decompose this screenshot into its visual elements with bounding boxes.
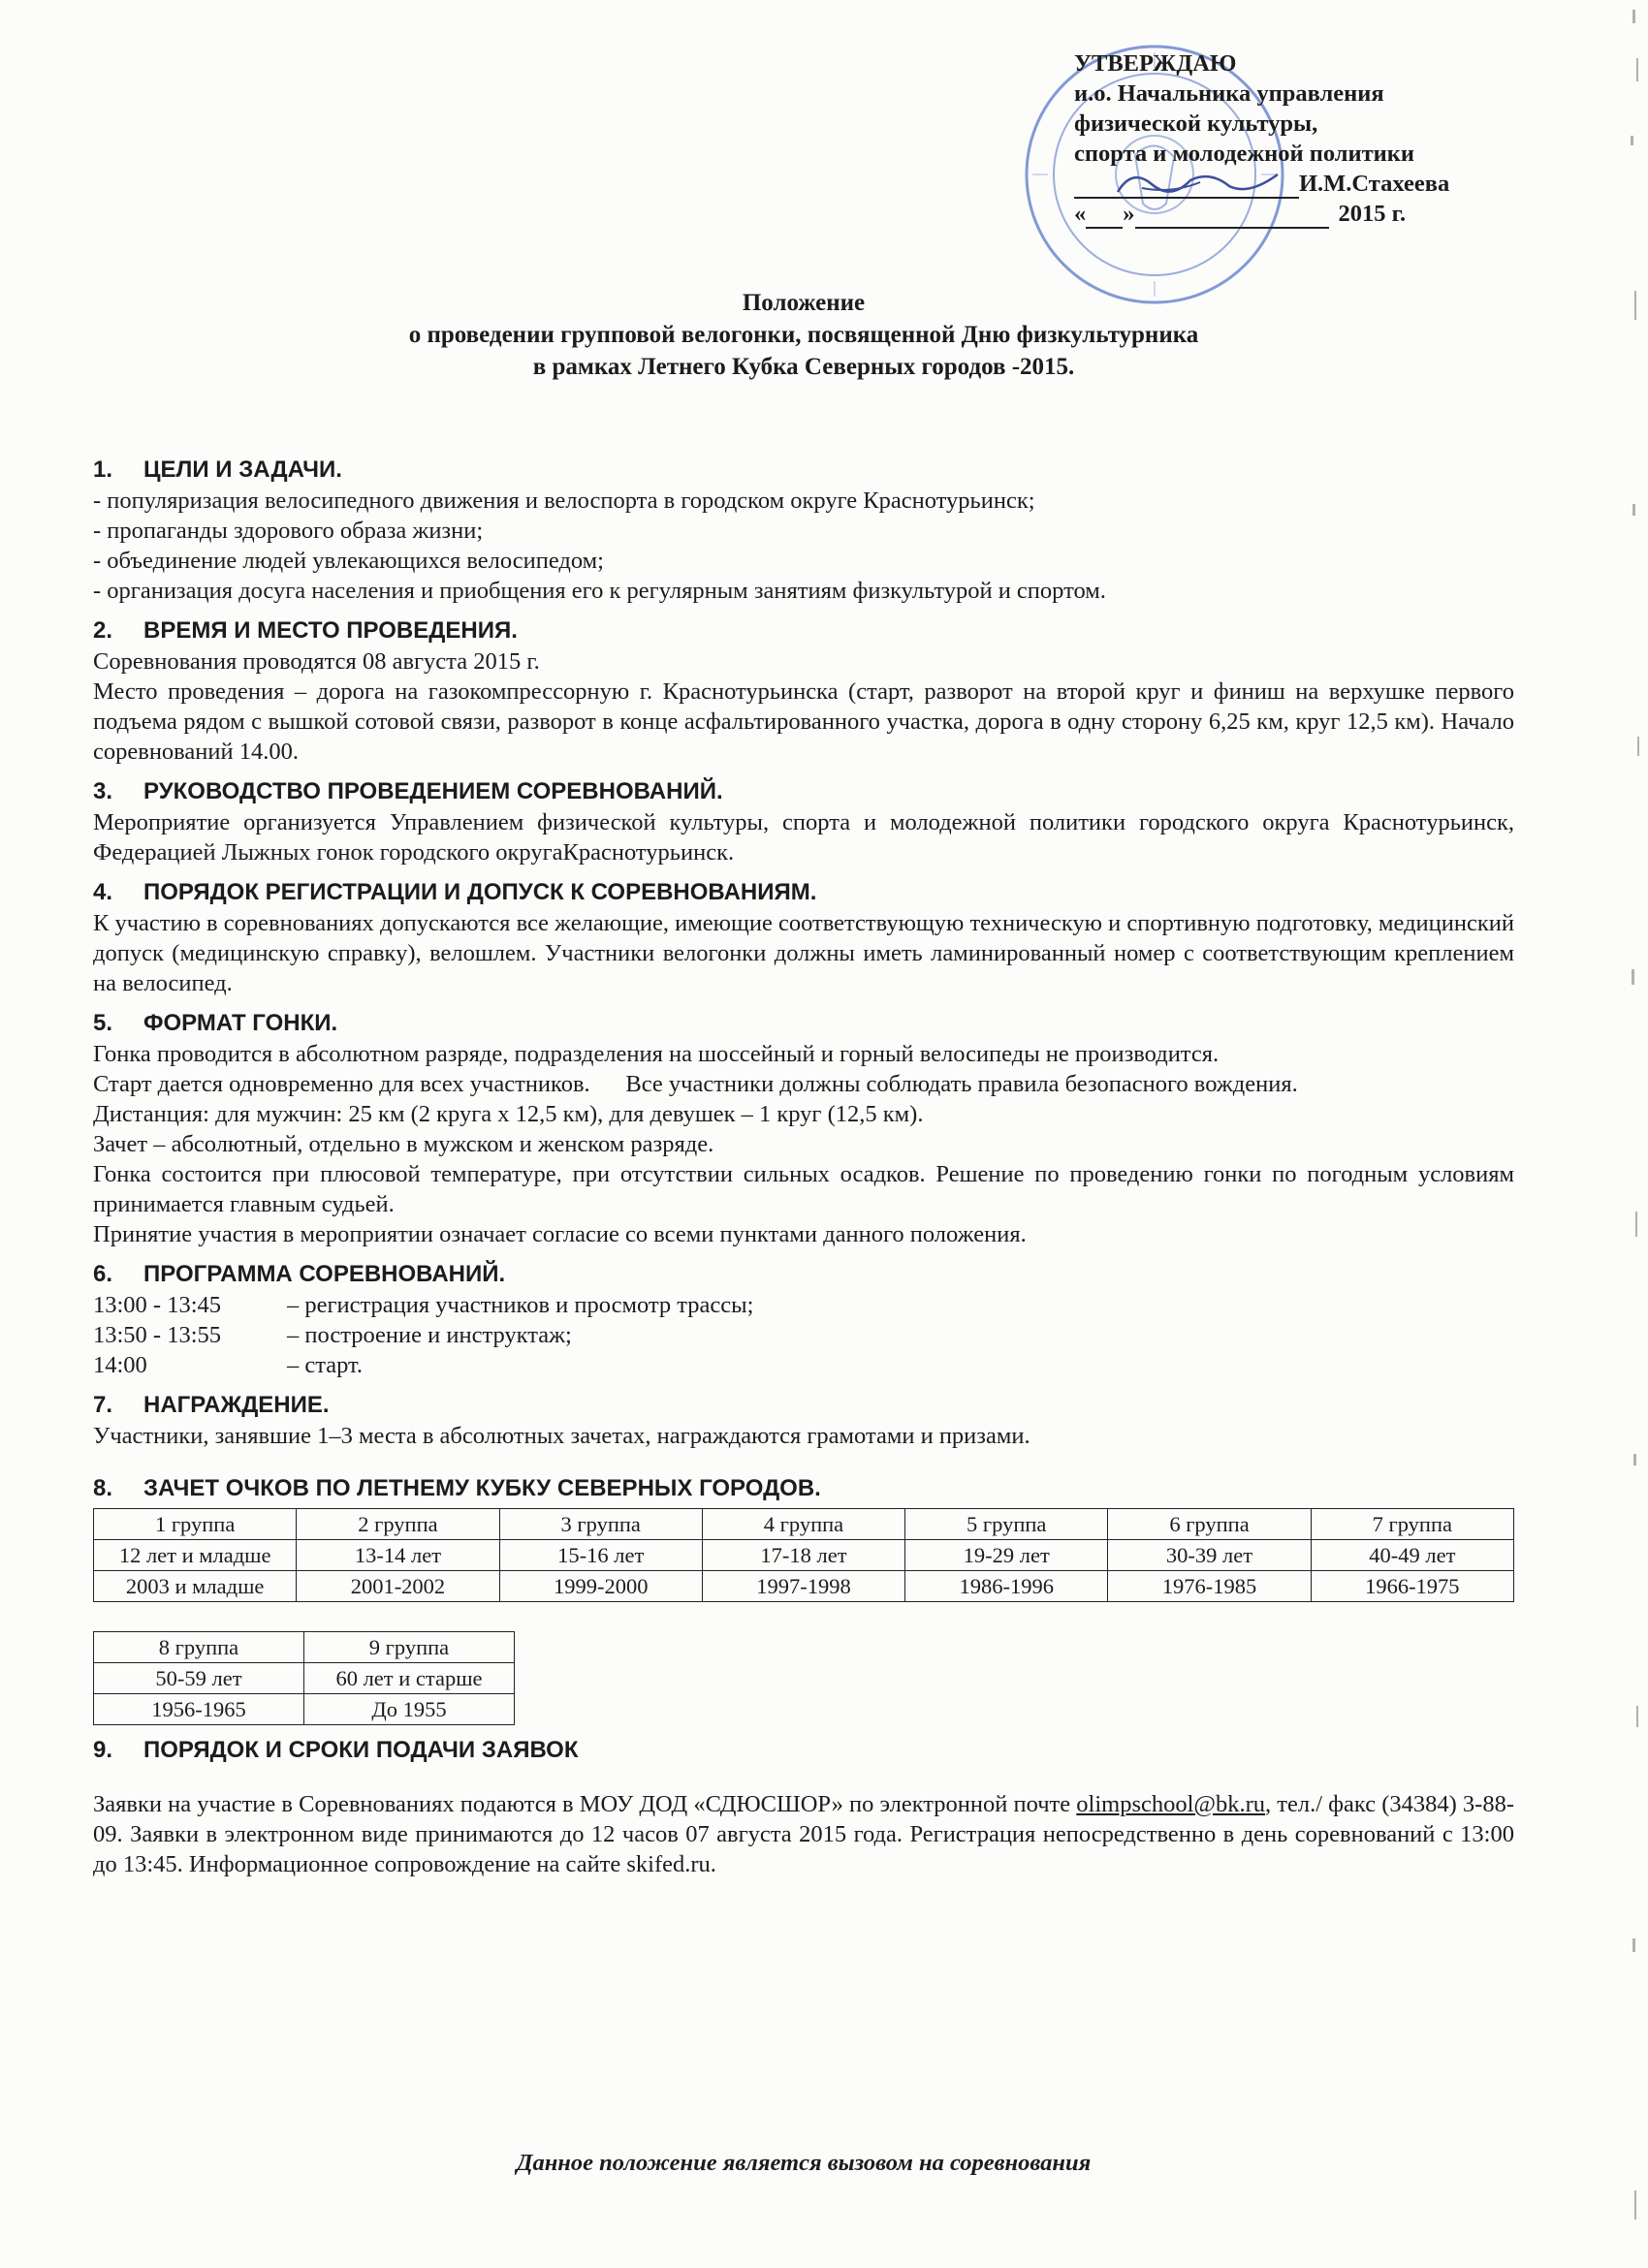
table-cell: 19-29 лет [905,1540,1108,1571]
section-registration [93,876,1514,998]
document-page [93,48,1514,2249]
table-cell: 7 группа [1311,1509,1513,1540]
paragraph-text: , тел./ факс (34384) 3-88-09. Заявки в электронном виде принимаются до 12 часов 07 августа 2015 года. Регистрация непосредственно в день соревнований с 13:00 до 13:45. Информационное сопровождение на сайте skifed.ru. [93,1791,1514,1877]
date-open-quote: « [1074,201,1087,227]
section-awards [93,1389,1514,1451]
schedule-text: – регистрация участников и просмотр трассы; [287,1292,754,1318]
section-program [93,1258,1514,1380]
schedule-time: 13:50 - 13:55 [93,1322,222,1348]
table-cell: 30-39 лет [1108,1540,1311,1571]
table-cell: 13-14 лет [297,1540,499,1571]
signer-name: И.М.Стахеева [1299,171,1450,197]
table-cell: 1997-1998 [702,1571,904,1602]
paragraph: К участию в соревнованиях допускаются все желающие, имеющие соответствующую техническую и спортивную подготовку, медицинский допуск (медицинскую справку), велошлем. Участники велогонки должны иметь ламинированный номер с соответствующим креплением на велосипед. [93,910,1514,996]
paragraph: Старт дается одновременно для всех участников. Все участники должны соблюдать правила безопасного вождения. [93,1071,1298,1097]
date-month-line [1135,199,1329,229]
section-race-format [93,1007,1514,1249]
table-cell: 40-49 лет [1311,1540,1513,1571]
title-line-3: в рамках Летнего Кубка Северных городов -2015. [532,354,1075,380]
table-cell: 2001-2002 [297,1571,499,1602]
paragraph: Принятие участия в мероприятии означает согласие со всеми пунктами данного положения. [93,1221,1027,1247]
section-title: РУКОВОДСТВО ПРОВЕДЕНИЕМ СОРЕВНОВАНИЙ. [143,778,723,804]
paragraph-text: Заявки на участие в Соревнованиях подаются в МОУ ДОД «СДЮСШОР» по электронной почте [93,1791,1071,1817]
date-close-quote: » [1123,201,1135,227]
schedule-time: 14:00 [93,1352,147,1378]
table-cell: 1976-1985 [1108,1571,1311,1602]
section-number: 8. [93,1475,113,1501]
paragraph: Соревнования проводятся 08 августа 2015 г. [93,648,540,675]
paragraph [93,1789,1514,1879]
section-heading [93,1734,1514,1766]
table-row [94,1632,515,1663]
table-cell: 1986-1996 [905,1571,1108,1602]
section-number: 2. [93,617,113,644]
section-title: ВРЕМЯ И МЕСТО ПРОВЕДЕНИЯ. [143,617,518,644]
section-heading [93,876,1514,908]
approval-heading: УТВЕРЖДАЮ [1074,50,1237,77]
section-heading [93,1389,1514,1421]
approval-position-line: и.о. Начальника управления [1074,80,1384,107]
table-cell: 60 лет и старше [304,1663,515,1694]
table-cell: 2 группа [297,1509,499,1540]
section-heading [93,614,1514,646]
list-item: - пропаганды здорового образа жизни; [93,518,484,544]
list-item: - популяризация велосипедного движения и велоспорта в городском округе Краснотурьинск; [93,488,1035,514]
date-day-line [1086,199,1123,229]
document-body [93,454,1514,1888]
section-scoring [93,1472,1514,1725]
section-heading [93,1258,1514,1290]
section-number: 9. [93,1737,113,1763]
section-number: 4. [93,879,113,905]
table-cell: 1956-1965 [94,1694,304,1725]
paragraph: Участники, занявшие 1–3 места в абсолютных зачетах, награждаются грамотами и призами. [93,1423,1030,1449]
approval-department-line: физической культуры, [1074,110,1318,137]
table-row [94,1571,1514,1602]
age-groups-table-extra [93,1631,515,1725]
section-heading [93,1472,1514,1504]
handwritten-signature [1113,163,1287,202]
section-applications [93,1734,1514,1879]
list-item: - организация досуга населения и приобщения его к регулярным занятиям физкультурой и спортом. [93,578,1106,604]
footer-note: Данное положение является вызовом на соревнования [516,2150,1092,2176]
section-title: ПОРЯДОК РЕГИСТРАЦИИ И ДОПУСК К СОРЕВНОВАНИЯМ. [143,879,817,905]
table-cell: 5 группа [905,1509,1108,1540]
title-line-2: о проведении групповой велогонки, посвященной Дню физкультурника [408,322,1199,348]
section-heading [93,775,1514,807]
section-title: ПОРЯДОК И СРОКИ ПОДАЧИ ЗАЯВОК [143,1737,579,1763]
table-cell: 4 группа [702,1509,904,1540]
table-cell: 1 группа [94,1509,297,1540]
schedule-time: 13:00 - 13:45 [93,1292,222,1318]
table-cell: 6 группа [1108,1509,1311,1540]
signature-line [1074,169,1299,199]
section-title: ПРОГРАММА СОРЕВНОВАНИЙ. [143,1261,506,1287]
approval-department-line-2: спорта и молодежной политики [1074,141,1415,167]
table-cell: 2003 и младше [94,1571,297,1602]
date-row [1074,199,1501,229]
table-row [94,1540,1514,1571]
paragraph: Гонка проводится в абсолютном разряде, подразделения на шоссейный и горный велосипеды не производится. [93,1041,1220,1067]
section-heading [93,1007,1514,1039]
section-title: НАГРАЖДЕНИЕ. [143,1392,330,1418]
age-groups-table [93,1508,1514,1602]
signature-row [1074,169,1501,199]
paragraph: Мероприятие организуется Управлением физической культуры, спорта и молодежной политики городского округа Краснотурьинск, Федерацией Лыжных гонок городского округаКраснотурьинск. [93,809,1514,866]
schedule-item [93,1290,1514,1320]
section-number: 3. [93,778,113,804]
table-cell: 12 лет и младше [94,1540,297,1571]
table-cell: 1966-1975 [1311,1571,1513,1602]
schedule-item [93,1350,1514,1380]
paragraph: Дистанция: для мужчин: 25 км (2 круга х 12,5 км), для девушек – 1 круг (12,5 км). [93,1101,924,1127]
section-number: 6. [93,1261,113,1287]
table-row [94,1509,1514,1540]
approval-block [1074,48,1501,229]
section-number: 1. [93,457,113,483]
table-row [94,1663,515,1694]
section-title: ЗАЧЕТ ОЧКОВ ПО ЛЕТНЕМУ КУБКУ СЕВЕРНЫХ ГОРОДОВ. [143,1475,821,1501]
paragraph: Место проведения – дорога на газокомпрессорную г. Краснотурьинска (старт, разворот на второй круг и финиш на верхушке первого подъема рядом с вышкой сотовой связи, разворот в конце асфальтированного участка, дорога в одну сторону 6,25 км, круг 12,5 км). Начало соревнований 14.00. [93,678,1514,765]
document-title [93,287,1514,383]
section-management [93,775,1514,867]
table-cell: До 1955 [304,1694,515,1725]
section-title: ЦЕЛИ И ЗАДАЧИ. [143,457,342,483]
table-cell: 3 группа [499,1509,702,1540]
schedule-text: – старт. [287,1352,364,1378]
schedule-item [93,1320,1514,1350]
table-cell: 9 группа [304,1632,515,1663]
email-link[interactable]: olimpschool@bk.ru [1076,1791,1266,1817]
title-line-1: Положение [742,290,866,316]
section-number: 5. [93,1010,113,1036]
table-row [94,1694,515,1725]
section-time-place [93,614,1514,767]
scan-edge-artifact [1619,0,1648,2268]
table-cell: 50-59 лет [94,1663,304,1694]
table-cell: 15-16 лет [499,1540,702,1571]
list-item: - объединение людей увлекающихся велосипедом; [93,548,604,574]
table-cell: 1999-2000 [499,1571,702,1602]
section-heading [93,454,1514,486]
section-number: 7. [93,1392,113,1418]
paragraph: Гонка состоится при плюсовой температуре, при отсутствии сильных осадков. Решение по проведению гонки по погодным условиям принимается главным судьей. [93,1161,1514,1217]
section-title: ФОРМАТ ГОНКИ. [143,1010,338,1036]
schedule-text: – построение и инструктаж; [287,1322,572,1348]
section-goals [93,454,1514,606]
table-cell: 8 группа [94,1632,304,1663]
date-year: 2015 г. [1338,201,1407,227]
table-cell: 17-18 лет [702,1540,904,1571]
paragraph: Зачет – абсолютный, отдельно в мужском и женском разряде. [93,1131,714,1157]
